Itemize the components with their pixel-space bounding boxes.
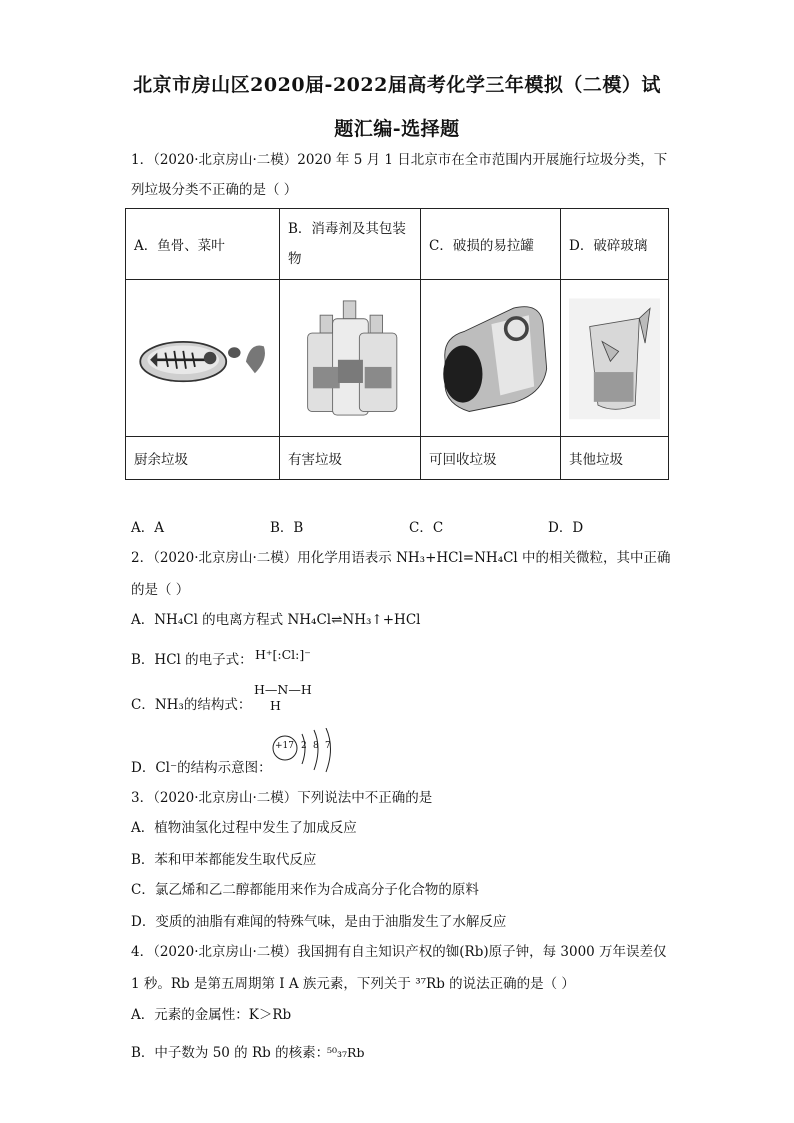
- q2-option-a: A．NH₄Cl 的电离方程式 NH₄Cl⇌NH₃↑+HCl: [131, 612, 421, 628]
- q2-option-d-shell-1: 2: [301, 741, 307, 751]
- q1-category-c: 可回收垃圾: [421, 437, 561, 480]
- q3-option-d: D．变质的油脂有难闻的特殊气味，是由于油脂发生了水解反应: [131, 914, 507, 930]
- q1-option-b: B．B: [270, 520, 304, 536]
- q4-option-b: B．中子数为 50 的 Rb 的核素：: [131, 1045, 330, 1061]
- q2-option-d-nucleus: +17: [275, 741, 294, 751]
- q2-stem-line1: 2．（2020·北京房山·二模）用化学用语表示 NH₃+HCl=NH₄Cl 中的相关微粒，其中正确: [131, 550, 671, 566]
- q3-option-b: B．苯和甲苯都能发生取代反应: [131, 852, 317, 868]
- q4-stem-line1: 4．（2020·北京房山·二模）我国拥有自主知识产权的铷(Rb)原子钟，每 3000 万年误差仅: [131, 944, 667, 960]
- q1-stem-line2: 列垃圾分类不正确的是（ ）: [131, 182, 298, 198]
- q1-stem-line1: 1．（2020·北京房山·二模）2020 年 5 月 1 日北京市在全市范围内开展施行垃圾分类，下: [131, 152, 668, 168]
- q1-header-c: C．破损的易拉罐: [421, 209, 561, 280]
- q3-stem: 3．（2020·北京房山·二模）下列说法中不正确的是: [131, 790, 433, 806]
- q3-option-c: C．氯乙烯和乙二醇都能用来作为合成高分子化合物的原料: [131, 882, 479, 898]
- q2-option-d: D．Cl⁻的结构示意图：: [131, 760, 272, 776]
- q2-stem-line2: 的是（ ）: [131, 582, 190, 598]
- q2-option-b-formula: H⁺[:Cl:]⁻: [255, 647, 311, 662]
- q2-option-c: C．NH₃的结构式：: [131, 697, 252, 713]
- q2-option-c-formula-top: H—N—H: [254, 682, 312, 697]
- q1-category-b: 有害垃圾: [280, 437, 421, 480]
- q1-category-d: 其他垃圾: [561, 437, 669, 480]
- q1-header-b-line2: 物: [288, 251, 302, 267]
- q2-option-b: B．HCl 的电子式：: [131, 652, 253, 668]
- q4-stem-line2: 1 秒。Rb 是第五周期第 I A 族元素，下列关于 ³⁷Rb 的说法正确的是（ ）: [131, 976, 575, 992]
- q1-image-fishbone: [126, 280, 280, 437]
- q2-option-d-shell-2: 8: [313, 741, 319, 751]
- q1-image-crushed-can: [421, 280, 561, 437]
- document-title-line1: 北京市房山区2020届-2022届高考化学三年模拟（二模）试: [133, 74, 661, 96]
- q1-option-a: A．A: [131, 520, 164, 536]
- q2-option-d-shell-3: 7: [325, 741, 331, 751]
- q1-category-a: 厨余垃圾: [126, 437, 280, 480]
- q1-header-b-line1: B．消毒剂及其包装: [288, 221, 406, 237]
- q4-option-b-formula: ⁵⁰₃₇Rb: [327, 1045, 365, 1060]
- q3-option-a: A．植物油氢化过程中发生了加成反应: [131, 820, 357, 836]
- q1-header-a: A．鱼骨、菜叶: [126, 209, 280, 280]
- q2-option-c-formula-bottom: H: [270, 698, 281, 713]
- q1-table: [125, 208, 669, 480]
- q1-image-disinfectant: [280, 280, 421, 437]
- q1-header-b: [280, 209, 421, 280]
- q1-header-d: D．破碎玻璃: [561, 209, 669, 280]
- q2-option-d-atom-diagram: [272, 728, 342, 774]
- q4-option-a: A．元素的金属性：K＞Rb: [131, 1007, 292, 1023]
- q1-image-broken-glass: [561, 280, 669, 437]
- q1-option-c: C．C: [409, 520, 444, 536]
- document-title-line2: 题汇编-选择题: [334, 118, 460, 140]
- q1-option-d: D．D: [548, 520, 584, 536]
